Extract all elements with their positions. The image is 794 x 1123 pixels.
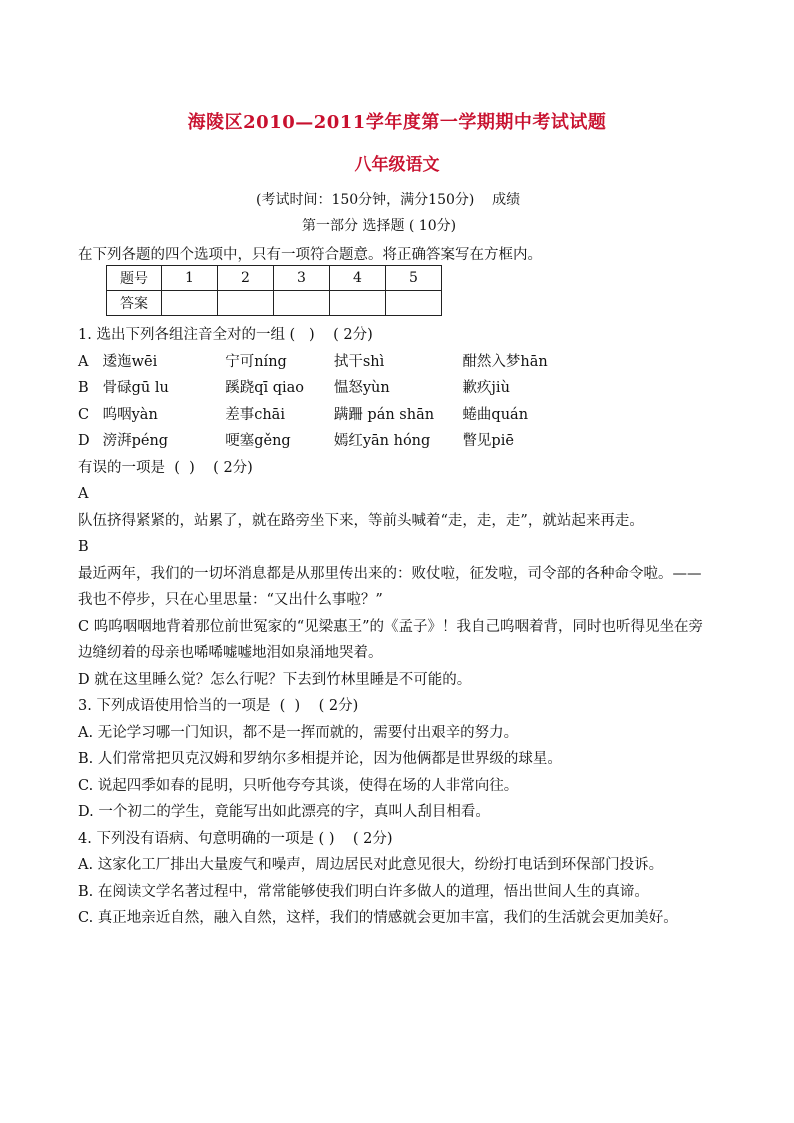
option-item: 差事chāi xyxy=(225,406,285,423)
questions xyxy=(78,322,714,932)
answer-table xyxy=(106,265,442,316)
exam-meta: (考试时间：150分钟，满分150分) 成绩 xyxy=(256,192,521,208)
exam-subtitle: 八年级语文 xyxy=(354,155,440,175)
answer-table-number: 1 xyxy=(162,266,218,291)
q1-option-a xyxy=(78,349,714,376)
option-item: 呜咽yàn xyxy=(102,406,158,423)
q3-option: C. 说起四季如春的昆明，只听他夸夸其谈，使得在场的人非常向往。 xyxy=(78,777,519,794)
q1-option-d xyxy=(78,428,714,455)
option-item: 歉疚jiù xyxy=(462,380,510,396)
answer-table-number: 3 xyxy=(274,266,330,291)
option-label: A xyxy=(78,353,89,370)
option-label: D xyxy=(78,433,90,449)
instruction-text: 在下列各题的四个选项中，只有一项符合题意。将正确答案写在方框内。 xyxy=(78,247,542,263)
option-label: B xyxy=(78,380,89,396)
option-item: 蜷曲quán xyxy=(462,406,529,423)
q3-option: B. 人们常常把贝克汉姆和罗纳尔多相提并论，因为他俩都是世界级的球星。 xyxy=(78,751,562,767)
option-item: 哽塞gěng xyxy=(225,433,291,449)
option-item: 滂湃péng xyxy=(102,433,169,449)
option-item: 逶迤wēi xyxy=(102,353,158,370)
option-item: 拭干shì xyxy=(333,353,385,370)
option-item: 瞥见piē xyxy=(462,433,514,449)
q2-option-a-text: 队伍挤得紧紧的，站累了，就在路旁坐下来，等前头喊着“走，走，走”，就站起来再走。 xyxy=(78,512,644,529)
q3-stem: 3. 下列成语使用恰当的一项是 ( ) ( 2分) xyxy=(78,698,359,714)
answer-cell[interactable] xyxy=(274,291,330,316)
q4-option: C. 真正地亲近自然，融入自然，这样，我们的情感就会更加丰富，我们的生活就会更加美好。 xyxy=(78,910,678,926)
answer-table-number: 5 xyxy=(386,266,442,291)
answer-cell[interactable] xyxy=(218,291,274,316)
option-item: 嫣红yān hóng xyxy=(333,433,431,449)
option-item: 愠怒yùn xyxy=(333,380,390,396)
answer-table-header: 题号 xyxy=(107,266,162,291)
option-item: 骨碌gū lu xyxy=(102,380,169,396)
q1-stem: 1. 选出下列各组注音全对的一组 ( ) ( 2分) xyxy=(78,327,373,343)
q1-option-c xyxy=(78,402,714,429)
answer-table-row xyxy=(107,291,442,316)
q3-option: D. 一个初二的学生，竟能写出如此漂亮的字，真叫人刮目相看。 xyxy=(78,804,490,820)
q2-option-a-label: A xyxy=(78,486,89,502)
q2-stem: 有误的一项是 ( ) ( 2分) xyxy=(78,459,253,476)
answer-cell[interactable] xyxy=(386,291,442,316)
q2-option-b-text: 最近两年，我们的一切坏消息都是从那里传出来的：败仗啦，征发啦，司令部的各种命令啦。——我也不停步，只在心里思量：“又出什么事啦？” xyxy=(78,565,702,608)
option-label: C xyxy=(78,406,90,423)
answer-table-row xyxy=(107,266,442,291)
option-item: 宁可níng xyxy=(225,353,287,370)
answer-table-header: 答案 xyxy=(107,291,162,316)
q4-option: B. 在阅读文学名著过程中，常常能够使我们明白许多做人的道理，悟出世间人生的真谛。 xyxy=(78,883,649,900)
option-item: 酣然入梦hān xyxy=(462,353,548,370)
part-heading: 第一部分 选择题 ( 10分) xyxy=(302,218,457,234)
option-item: 蹒跚 pán shān xyxy=(333,406,435,423)
q2-option-c-text: C 呜呜咽咽地背着那位前世冤家的“见梁惠王”的《孟子》！我自己呜咽着背，同时也听得见坐在旁边缝纫着的母亲也唏唏嘘嘘地泪如泉涌地哭着。 xyxy=(78,618,704,661)
answer-cell[interactable] xyxy=(162,291,218,316)
q3-option: A. 无论学习哪一门知识，都不是一挥而就的，需要付出艰辛的努力。 xyxy=(78,724,519,741)
q4-option: A. 这家化工厂排出大量废气和噪声，周边居民对此意见很大，纷纷打电话到环保部门投诉。 xyxy=(78,857,664,873)
answer-cell[interactable] xyxy=(330,291,386,316)
q2-option-b-label: B xyxy=(78,539,89,555)
exam-title: 海陵区2010—2011学年度第一学期期中考试试题 xyxy=(187,112,607,133)
answer-table-number: 4 xyxy=(330,266,386,291)
answer-table-number: 2 xyxy=(218,266,274,291)
q1-option-b xyxy=(78,375,714,402)
option-item: 蹊跷qī qiao xyxy=(225,380,305,396)
q4-stem: 4. 下列没有语病、句意明确的一项是 ( ) ( 2分) xyxy=(78,830,393,847)
q2-option-d-text: D 就在这里睡么觉？怎么行呢？下去到竹林里睡是不可能的。 xyxy=(78,671,472,688)
